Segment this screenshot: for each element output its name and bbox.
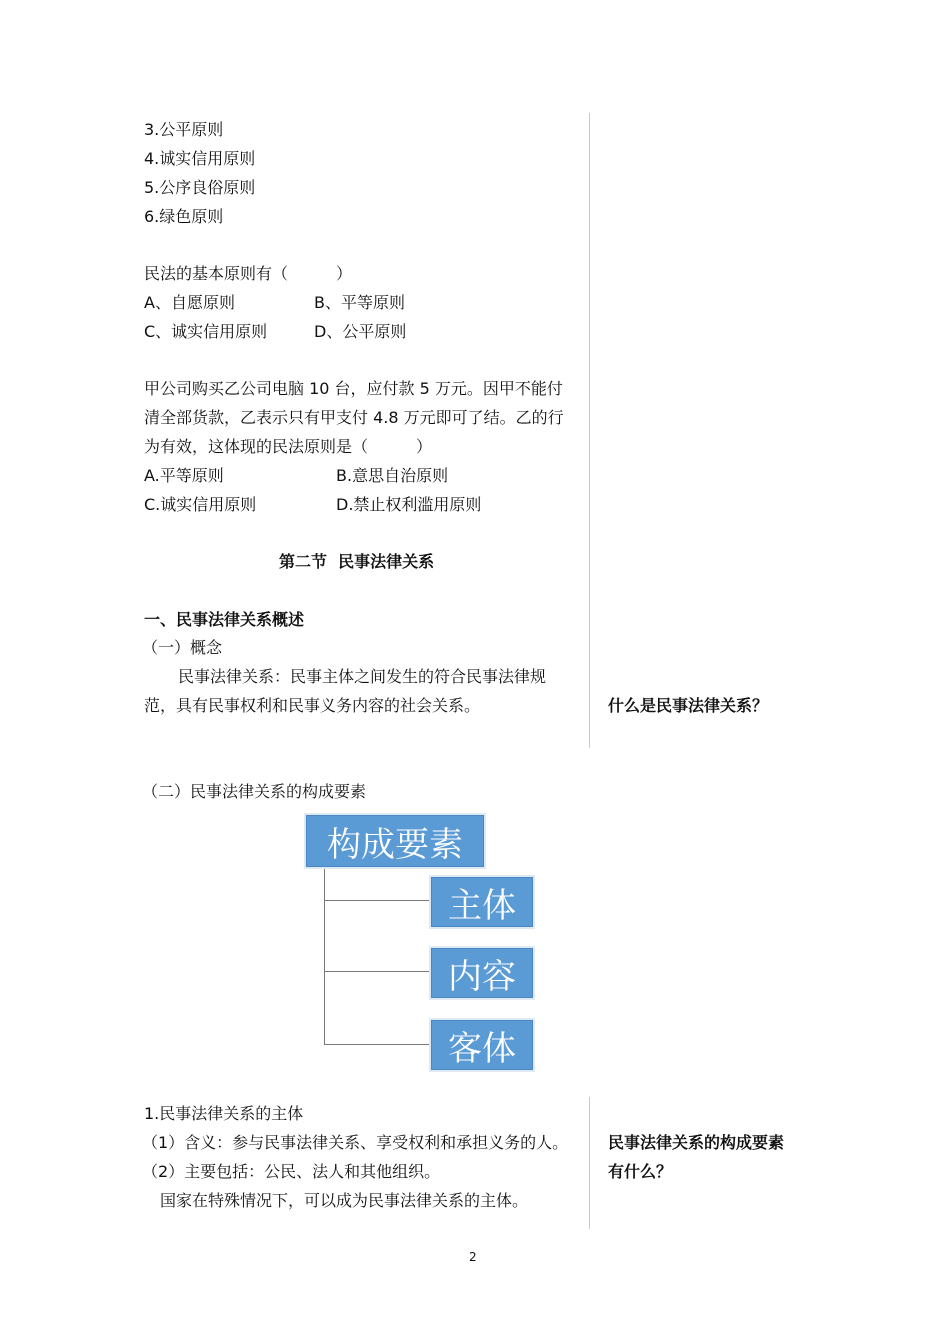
list-item: 5.公序良俗原则 bbox=[144, 178, 256, 197]
subject-text-line: （2）主要包括：公民、法人和其他组织。 bbox=[142, 1162, 441, 1181]
diagram-connector-vertical bbox=[324, 866, 325, 1044]
margin-rule-top bbox=[589, 113, 590, 748]
margin-rule-bottom bbox=[589, 1097, 590, 1229]
concept-text-line: 民事法律关系：民事主体之间发生的符合民事法律规 bbox=[178, 667, 547, 686]
diagram-root-box: 构成要素 bbox=[306, 815, 484, 867]
list-item: 3.公平原则 bbox=[144, 120, 224, 139]
page-number: 2 bbox=[469, 1250, 477, 1264]
side-question-line: 民事法律关系的构成要素 bbox=[608, 1133, 785, 1152]
diagram-child-subject: 主体 bbox=[431, 877, 533, 927]
subject-text-line: （1）含义：参与民事法律关系、享受权利和承担义务的人。 bbox=[142, 1133, 569, 1152]
diagram-child-object: 客体 bbox=[431, 1020, 533, 1070]
q2-stem-line: 为有效，这体现的民法原则是（ ） bbox=[144, 437, 433, 456]
q1-option-d: D、公平原则 bbox=[314, 322, 407, 341]
subheading-components: （二）民事法律关系的构成要素 bbox=[142, 782, 367, 801]
concept-text-line: 范，具有民事权利和民事义务内容的社会关系。 bbox=[144, 696, 481, 715]
diagram-connector bbox=[324, 971, 431, 972]
subject-heading: 1.民事法律关系的主体 bbox=[144, 1104, 304, 1123]
q1-option-a: A、自愿原则 bbox=[144, 293, 235, 312]
list-item: 4.诚实信用原则 bbox=[144, 149, 256, 168]
side-question: 什么是民事法律关系？ bbox=[608, 696, 769, 715]
subheading-concept: （一）概念 bbox=[142, 638, 223, 657]
q2-option-b: B.意思自治原则 bbox=[336, 466, 449, 485]
list-item: 6.绿色原则 bbox=[144, 207, 224, 226]
q1-option-b: B、平等原则 bbox=[314, 293, 405, 312]
section-title: 第二节 民事法律关系 bbox=[279, 552, 435, 571]
q2-option-a: A.平等原则 bbox=[144, 466, 224, 485]
diagram-child-content: 内容 bbox=[431, 948, 533, 998]
q2-option-c: C.诚实信用原则 bbox=[144, 495, 257, 514]
q1-stem: 民法的基本原则有（ ） bbox=[144, 264, 353, 283]
q2-option-d: D.禁止权利滥用原则 bbox=[336, 495, 482, 514]
q1-option-c: C、诚实信用原则 bbox=[144, 322, 268, 341]
heading-overview: 一、民事法律关系概述 bbox=[144, 610, 305, 629]
q2-stem-line: 甲公司购买乙公司电脑 10 台，应付款 5 万元。因甲不能付 bbox=[144, 379, 563, 398]
diagram-connector bbox=[324, 1044, 431, 1045]
subject-text-line: 国家在特殊情况下，可以成为民事法律关系的主体。 bbox=[160, 1191, 529, 1210]
diagram-connector bbox=[324, 900, 431, 901]
q2-stem-line: 清全部货款，乙表示只有甲支付 4.8 万元即可了结。乙的行 bbox=[144, 408, 564, 427]
side-question-line: 有什么？ bbox=[608, 1162, 673, 1181]
